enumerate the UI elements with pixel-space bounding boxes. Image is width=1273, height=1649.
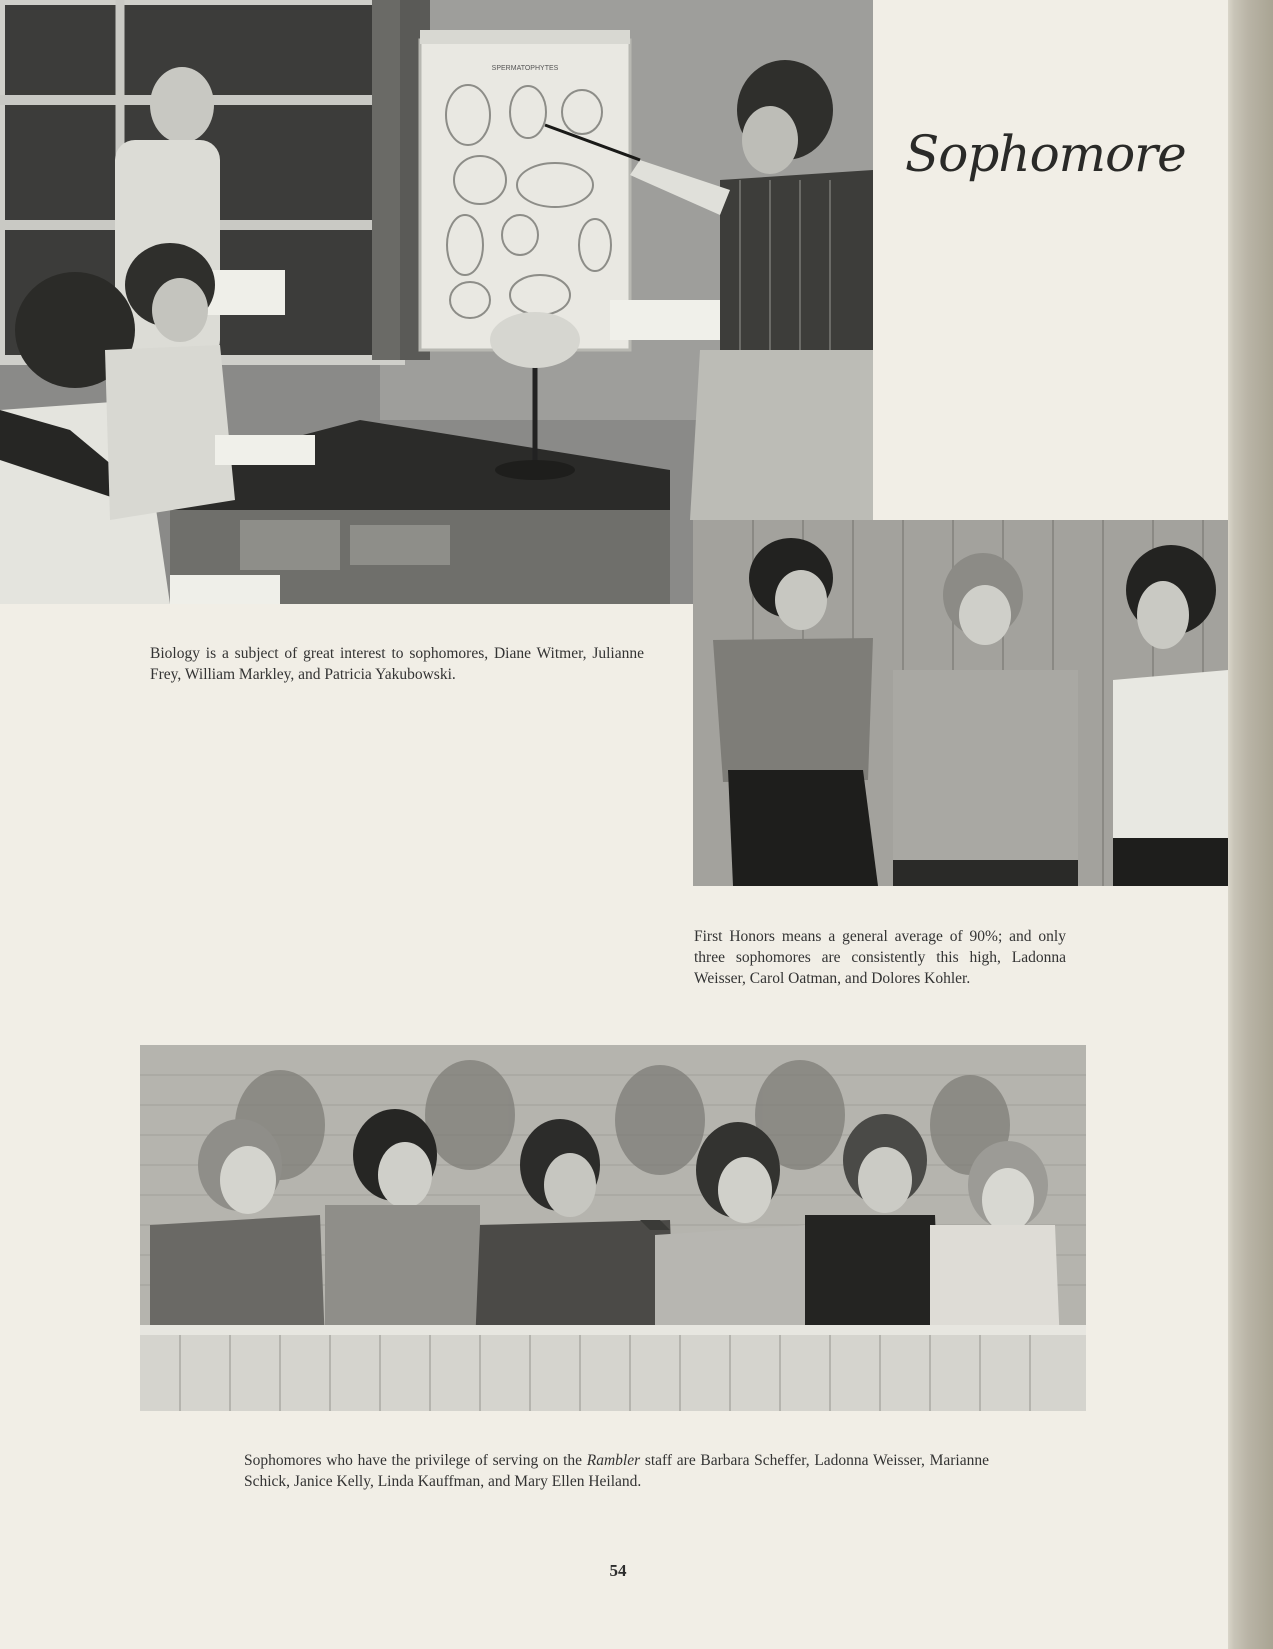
rambler-staff-caption bbox=[244, 1450, 989, 1492]
wall-chart-title: SPERMATOPHYTES bbox=[491, 65, 559, 72]
page-number: 54 bbox=[609, 1561, 627, 1580]
first-honors-caption: First Honors means a general average of 90%; and only three sophomores are consistently this high, Ladonna Weisser, Carol Oatman, and Dolores Kohler. bbox=[694, 927, 1066, 987]
biology-caption: Biology is a subject of great interest to sophomores, Diane Witmer, Julianne Frey, William Markley, and Patricia Yakubowski. bbox=[150, 644, 644, 683]
rambler-caption-lead: Sophomores who have the privilege of serving on the bbox=[244, 1451, 587, 1469]
first-honors-photo bbox=[693, 520, 1228, 886]
section-heading: Sophomore bbox=[905, 125, 1186, 183]
biology-class-photo bbox=[0, 0, 873, 604]
page-binding-edge bbox=[1228, 0, 1273, 1649]
rambler-staff-photo bbox=[140, 1045, 1086, 1411]
rambler-caption-names: staff are Barbara Scheffer, Ladonna Weisser, Marianne Schick, Janice Kelly, Linda Kauffman, and Mary Ellen Heiland. bbox=[244, 1451, 989, 1490]
rambler-name-italic: Rambler bbox=[586, 1451, 641, 1469]
